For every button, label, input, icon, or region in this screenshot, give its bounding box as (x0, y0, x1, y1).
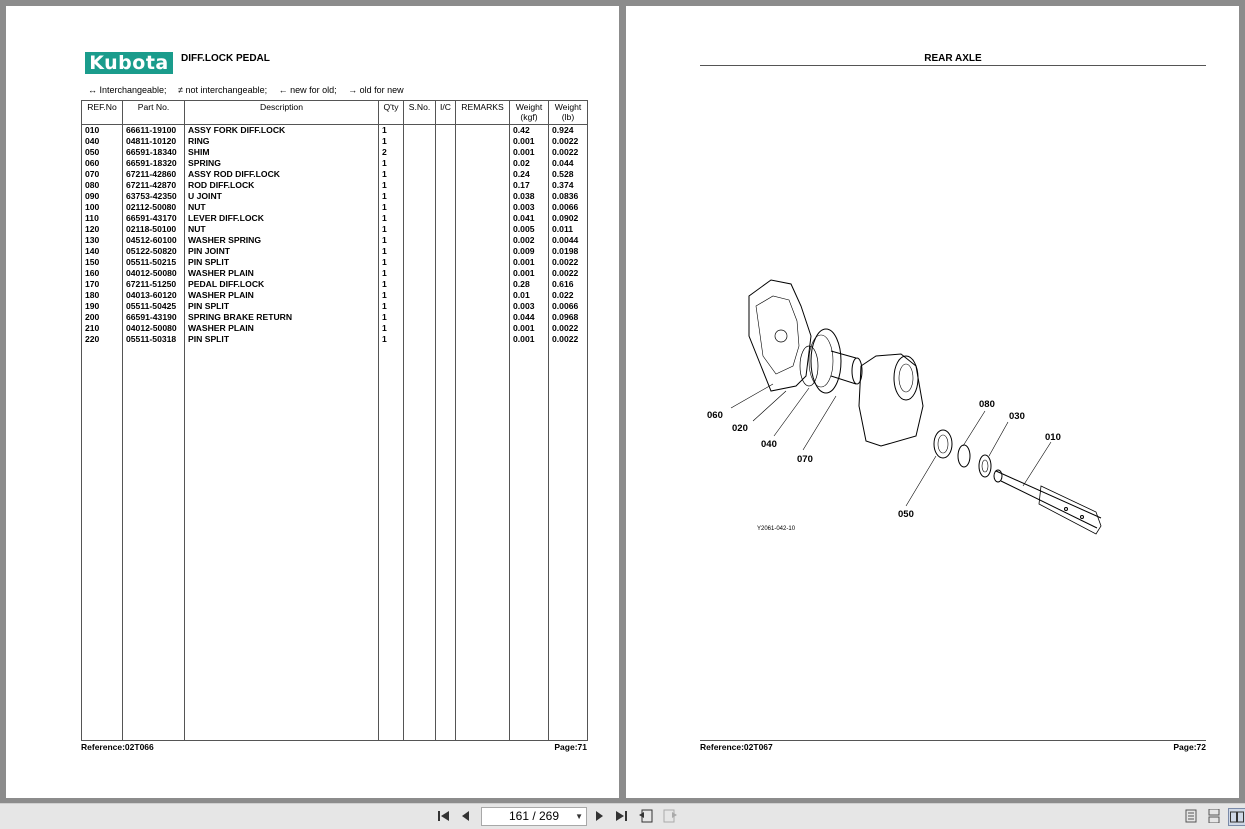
cell-qty: 1 (379, 213, 404, 224)
cell-ic (436, 202, 456, 213)
cell-sno (404, 213, 436, 224)
cell-ref: 090 (82, 191, 123, 202)
cell-weight-kgf: 0.42 (510, 125, 549, 137)
cell-description: LEVER DIFF.LOCK (185, 213, 379, 224)
cell-weight-kgf: 0.17 (510, 180, 549, 191)
cell-remarks (456, 125, 510, 137)
cell-weight-kgf: 0.038 (510, 191, 549, 202)
cell-sno (404, 202, 436, 213)
cell-qty: 1 (379, 180, 404, 191)
cell-part-no: 05122-50820 (123, 246, 185, 257)
cell-weight-kgf: 0.001 (510, 136, 549, 147)
cell-description: U JOINT (185, 191, 379, 202)
cell-weight-lb: 0.0022 (549, 257, 588, 268)
cell-sno (404, 125, 436, 137)
cell-remarks (456, 257, 510, 268)
cell-ref: 120 (82, 224, 123, 235)
cell-ref: 070 (82, 169, 123, 180)
legend-item: ← new for old; (278, 85, 337, 95)
cell-qty: 1 (379, 301, 404, 312)
legend-item: ≠ not interchangeable; (178, 85, 268, 95)
footer-reference: Reference:02T067 (700, 742, 773, 752)
cell-ic (436, 125, 456, 137)
filler-cell (123, 345, 185, 741)
table-row (82, 224, 588, 235)
cell-ic (436, 246, 456, 257)
callout-label: 060 (707, 410, 723, 421)
cell-description: WASHER SPRING (185, 235, 379, 246)
cell-qty: 1 (379, 246, 404, 257)
cell-qty: 1 (379, 257, 404, 268)
cell-ref: 060 (82, 158, 123, 169)
page-title: DIFF.LOCK PEDAL (181, 53, 270, 64)
table-row (82, 158, 588, 169)
cell-qty: 1 (379, 290, 404, 301)
cell-weight-kgf: 0.001 (510, 334, 549, 345)
cell-ic (436, 301, 456, 312)
cell-weight-lb: 0.0022 (549, 334, 588, 345)
cell-description: WASHER PLAIN (185, 323, 379, 334)
table-row (82, 191, 588, 202)
next-page-icon[interactable] (591, 808, 607, 824)
continuous-view-icon[interactable] (1206, 808, 1222, 824)
cell-weight-kgf: 0.003 (510, 301, 549, 312)
right-page (626, 6, 1239, 798)
cell-part-no: 67211-42860 (123, 169, 185, 180)
kubota-logo: Kubota (85, 52, 173, 74)
cell-weight-lb: 0.0022 (549, 323, 588, 334)
cell-ref: 210 (82, 323, 123, 334)
cell-sno (404, 224, 436, 235)
cell-part-no: 04012-50080 (123, 268, 185, 279)
cell-qty: 1 (379, 158, 404, 169)
col-weight-kgf: Weight (kgf) (510, 101, 549, 125)
col-qty: Q'ty (379, 101, 404, 125)
cell-remarks (456, 290, 510, 301)
cell-weight-lb: 0.616 (549, 279, 588, 290)
rear-axle-exploded-diagram (701, 266, 1121, 546)
cell-sno (404, 246, 436, 257)
cell-remarks (456, 301, 510, 312)
col-ic: I/C (436, 101, 456, 125)
cell-weight-kgf: 0.28 (510, 279, 549, 290)
cell-remarks (456, 147, 510, 158)
cell-part-no: 66611-19100 (123, 125, 185, 137)
cell-part-no: 66591-18340 (123, 147, 185, 158)
cell-part-no: 66591-43170 (123, 213, 185, 224)
cell-description: PIN SPLIT (185, 257, 379, 268)
cell-description: PIN JOINT (185, 246, 379, 257)
cell-qty: 1 (379, 136, 404, 147)
filler-cell (436, 345, 456, 741)
cell-remarks (456, 224, 510, 235)
go-back-icon[interactable] (638, 808, 654, 824)
table-filler-row (82, 345, 588, 741)
cell-part-no: 66591-43190 (123, 312, 185, 323)
cell-description: NUT (185, 202, 379, 213)
cell-weight-lb: 0.022 (549, 290, 588, 301)
table-row (82, 312, 588, 323)
cell-weight-lb: 0.0902 (549, 213, 588, 224)
single-page-view-icon[interactable] (1183, 808, 1199, 824)
cell-description: WASHER PLAIN (185, 290, 379, 301)
callout-label: 010 (1045, 432, 1061, 443)
cell-ic (436, 147, 456, 158)
cell-weight-lb: 0.924 (549, 125, 588, 137)
cell-weight-kgf: 0.005 (510, 224, 549, 235)
parts-table (81, 100, 588, 741)
first-page-icon[interactable] (436, 808, 452, 824)
cell-remarks (456, 323, 510, 334)
cell-weight-lb: 0.0022 (549, 147, 588, 158)
cell-weight-lb: 0.0022 (549, 136, 588, 147)
cell-part-no: 02118-50100 (123, 224, 185, 235)
cell-description: WASHER PLAIN (185, 268, 379, 279)
table-row (82, 323, 588, 334)
cell-part-no: 67211-42870 (123, 180, 185, 191)
table-row (82, 202, 588, 213)
filler-cell (379, 345, 404, 741)
cell-sno (404, 301, 436, 312)
gear (811, 329, 841, 393)
cell-weight-kgf: 0.02 (510, 158, 549, 169)
cell-qty: 1 (379, 312, 404, 323)
cell-ic (436, 334, 456, 345)
cell-remarks (456, 213, 510, 224)
table-row (82, 213, 588, 224)
cell-sno (404, 158, 436, 169)
table-row (82, 279, 588, 290)
cell-part-no: 63753-42350 (123, 191, 185, 202)
table-row (82, 235, 588, 246)
cell-weight-lb: 0.044 (549, 158, 588, 169)
cell-part-no: 04013-60120 (123, 290, 185, 301)
callout-label: 070 (797, 454, 813, 465)
cell-ref: 180 (82, 290, 123, 301)
cell-ref: 010 (82, 125, 123, 137)
cell-ic (436, 312, 456, 323)
page-indicator: 161 / 269 (508, 809, 560, 823)
cell-remarks (456, 279, 510, 290)
cell-weight-lb: 0.0968 (549, 312, 588, 323)
cell-ref: 170 (82, 279, 123, 290)
previous-page-icon[interactable] (458, 808, 474, 824)
cell-weight-lb: 0.011 (549, 224, 588, 235)
cell-remarks (456, 180, 510, 191)
cell-qty: 1 (379, 224, 404, 235)
go-forward-icon[interactable] (662, 808, 678, 824)
cell-ic (436, 224, 456, 235)
table-row (82, 125, 588, 137)
cell-weight-lb: 0.0022 (549, 268, 588, 279)
cell-remarks (456, 235, 510, 246)
callout-label: 030 (1009, 411, 1025, 422)
cell-qty: 1 (379, 125, 404, 137)
cell-sno (404, 268, 436, 279)
callout-label: 040 (761, 439, 777, 450)
two-page-view-icon[interactable] (1228, 808, 1245, 826)
page-title: REAR AXLE (700, 53, 1206, 66)
table-row (82, 147, 588, 158)
filler-cell (404, 345, 436, 741)
cell-ic (436, 279, 456, 290)
cell-qty: 1 (379, 169, 404, 180)
cell-description: PEDAL DIFF.LOCK (185, 279, 379, 290)
cell-weight-kgf: 0.009 (510, 246, 549, 257)
table-row (82, 246, 588, 257)
cell-part-no: 02112-50080 (123, 202, 185, 213)
cell-weight-lb: 0.0066 (549, 202, 588, 213)
cell-qty: 1 (379, 235, 404, 246)
cell-sno (404, 257, 436, 268)
page-footer (700, 740, 1206, 753)
cell-sno (404, 169, 436, 180)
cell-sno (404, 180, 436, 191)
cell-ic (436, 323, 456, 334)
col-sno: S.No. (404, 101, 436, 125)
table-row (82, 301, 588, 312)
cell-qty: 1 (379, 279, 404, 290)
cell-ic (436, 158, 456, 169)
cell-weight-lb: 0.374 (549, 180, 588, 191)
cell-description: SPRING BRAKE RETURN (185, 312, 379, 323)
cell-weight-lb: 0.0198 (549, 246, 588, 257)
cell-weight-kgf: 0.003 (510, 202, 549, 213)
left-page (6, 6, 619, 798)
cell-weight-kgf: 0.24 (510, 169, 549, 180)
cell-ic (436, 169, 456, 180)
cell-description: SPRING (185, 158, 379, 169)
filler-cell (510, 345, 549, 741)
cell-description: ASSY FORK DIFF.LOCK (185, 125, 379, 137)
cell-qty: 1 (379, 334, 404, 345)
table-row (82, 257, 588, 268)
cell-ref: 190 (82, 301, 123, 312)
housing-left (749, 280, 811, 391)
cell-ic (436, 268, 456, 279)
cell-qty: 1 (379, 191, 404, 202)
cell-ref: 040 (82, 136, 123, 147)
parts-table-body (82, 125, 588, 741)
cell-weight-kgf: 0.01 (510, 290, 549, 301)
page-footer (81, 740, 587, 753)
cell-description: PIN SPLIT (185, 334, 379, 345)
table-row (82, 136, 588, 147)
cell-weight-lb: 0.0044 (549, 235, 588, 246)
cell-weight-kgf: 0.001 (510, 268, 549, 279)
callout-label: 050 (898, 509, 914, 520)
cell-part-no: 05511-50425 (123, 301, 185, 312)
cell-qty: 1 (379, 202, 404, 213)
last-page-icon[interactable] (613, 808, 629, 824)
shim (979, 455, 991, 477)
cell-weight-lb: 0.528 (549, 169, 588, 180)
interchange-legend (88, 85, 413, 95)
cell-description: NUT (185, 224, 379, 235)
footer-page-number: Page:71 (554, 742, 587, 752)
filler-cell (185, 345, 379, 741)
cell-sno (404, 279, 436, 290)
table-row (82, 268, 588, 279)
cell-remarks (456, 246, 510, 257)
cell-ref: 110 (82, 213, 123, 224)
cell-description: SHIM (185, 147, 379, 158)
cell-description: PIN SPLIT (185, 301, 379, 312)
cell-remarks (456, 191, 510, 202)
col-weight-lb: Weight (lb) (549, 101, 588, 125)
cell-part-no: 66591-18320 (123, 158, 185, 169)
cell-sno (404, 147, 436, 158)
cell-weight-kgf: 0.041 (510, 213, 549, 224)
cell-description: ASSY ROD DIFF.LOCK (185, 169, 379, 180)
ring (958, 445, 970, 467)
cell-ref: 050 (82, 147, 123, 158)
footer-reference: Reference:02T066 (81, 742, 154, 752)
cell-part-no: 04811-10120 (123, 136, 185, 147)
legend-item: → old for new (348, 85, 404, 95)
col-ref: REF.No (82, 101, 123, 125)
table-row (82, 334, 588, 345)
cell-qty: 2 (379, 147, 404, 158)
cell-part-no: 05511-50318 (123, 334, 185, 345)
cell-weight-lb: 0.0836 (549, 191, 588, 202)
filler-cell (456, 345, 510, 741)
cell-sno (404, 235, 436, 246)
cell-remarks (456, 268, 510, 279)
callout-label: 080 (979, 399, 995, 410)
cell-remarks (456, 202, 510, 213)
cell-sno (404, 191, 436, 202)
filler-cell (82, 345, 123, 741)
cell-ref: 200 (82, 312, 123, 323)
table-row (82, 169, 588, 180)
cell-ic (436, 290, 456, 301)
cell-remarks (456, 312, 510, 323)
cell-weight-kgf: 0.001 (510, 323, 549, 334)
housing-center (859, 354, 923, 446)
cell-description: ROD DIFF.LOCK (185, 180, 379, 191)
callout-label: 020 (732, 423, 748, 434)
cell-ref: 140 (82, 246, 123, 257)
cell-ic (436, 235, 456, 246)
cell-weight-kgf: 0.001 (510, 147, 549, 158)
cell-ic (436, 191, 456, 202)
cell-sno (404, 323, 436, 334)
col-remarks: REMARKS (456, 101, 510, 125)
cell-weight-kgf: 0.001 (510, 257, 549, 268)
cell-weight-kgf: 0.044 (510, 312, 549, 323)
chevron-down-icon: ▼ (575, 812, 583, 821)
footer-page-number: Page:72 (1173, 742, 1206, 752)
cell-qty: 1 (379, 323, 404, 334)
table-row (82, 290, 588, 301)
cell-weight-lb: 0.0066 (549, 301, 588, 312)
cell-remarks (456, 136, 510, 147)
cell-ref: 080 (82, 180, 123, 191)
cell-qty: 1 (379, 268, 404, 279)
cell-remarks (456, 169, 510, 180)
cell-ic (436, 180, 456, 191)
cell-ref: 130 (82, 235, 123, 246)
cell-ref: 220 (82, 334, 123, 345)
fork-shaft (996, 471, 1101, 528)
viewer-toolbar (0, 803, 1245, 829)
cell-ic (436, 136, 456, 147)
cell-part-no: 04012-50080 (123, 323, 185, 334)
cell-part-no: 04512-60100 (123, 235, 185, 246)
cell-ic (436, 213, 456, 224)
legend-item: ↔ Interchangeable; (88, 85, 167, 95)
col-part: Part No. (123, 101, 185, 125)
cell-ic (436, 257, 456, 268)
cell-weight-kgf: 0.002 (510, 235, 549, 246)
bearing (934, 430, 952, 458)
filler-cell (549, 345, 588, 741)
cell-ref: 160 (82, 268, 123, 279)
cell-ref: 150 (82, 257, 123, 268)
cell-part-no: 67211-51250 (123, 279, 185, 290)
cell-sno (404, 334, 436, 345)
cell-description: RING (185, 136, 379, 147)
cell-sno (404, 136, 436, 147)
cell-remarks (456, 334, 510, 345)
table-header-row (82, 101, 588, 125)
cell-ref: 100 (82, 202, 123, 213)
table-row (82, 180, 588, 191)
cell-sno (404, 312, 436, 323)
cell-remarks (456, 158, 510, 169)
cell-part-no: 05511-50215 (123, 257, 185, 268)
drawing-code: Y2061-042-10 (757, 526, 796, 532)
page-number-select[interactable] (481, 807, 587, 826)
col-desc: Description (185, 101, 379, 125)
cell-sno (404, 290, 436, 301)
